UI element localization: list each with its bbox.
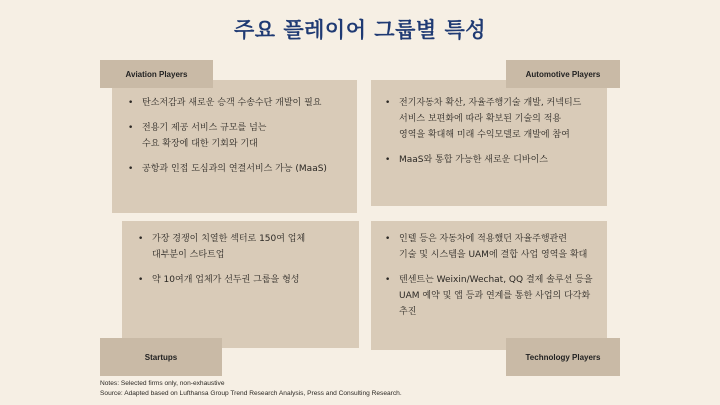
bullet-text-line: 전기자동차 확산, 자율주행기술 개발, 커넥티드 xyxy=(399,98,582,108)
automotive-tag: Automotive Players xyxy=(506,60,620,88)
technology-bullet-item xyxy=(383,272,599,320)
startups-list xyxy=(136,231,349,288)
bullet-icon: • xyxy=(385,275,391,285)
page-title: 주요 플레이어 그룹별 특성 xyxy=(233,18,487,42)
aviation-bullet-item xyxy=(126,95,347,111)
bullet-text-line: MaaS와 통합 가능한 새로운 디바이스 xyxy=(399,155,548,165)
source-line: Source: Adapted based on Lufthansa Group Trend Research Analysis, Press and Consulting Research. xyxy=(100,390,402,397)
bullet-text-line: 전용기 제공 서비스 규모를 넘는 xyxy=(142,123,267,133)
bullet-icon: • xyxy=(138,275,144,285)
bullet-text-line: 텐센트는 Weixin/Wechat, QQ 결제 솔루션 등을 xyxy=(399,275,593,285)
bullet-icon: • xyxy=(385,234,391,244)
automotive-bullet-item xyxy=(383,95,599,143)
bullet-text-line: UAM 예약 및 앱 등과 연계를 통한 사업의 다각화 xyxy=(399,291,591,301)
bullet-icon: • xyxy=(385,155,391,165)
bullet-text-line: 추진 xyxy=(399,307,417,317)
bullet-text-line: 인텔 등은 자동차에 적용했던 자율주행관련 xyxy=(399,234,567,244)
notes-line: Notes: Selected firms only, non-exhaustive xyxy=(100,380,225,387)
aviation-tag: Aviation Players xyxy=(100,60,213,88)
automotive-bullet-item xyxy=(383,152,599,168)
aviation-list xyxy=(126,95,347,177)
startups-bullet-item xyxy=(136,231,349,263)
bullet-text-line: 대부분이 스타트업 xyxy=(152,250,225,260)
bullet-text-line: 공항과 인접 도심과의 연결서비스 가능 (MaaS) xyxy=(142,164,327,174)
bullet-text-line: 탄소저감과 새로운 승객 수송수단 개발이 필요 xyxy=(142,98,322,108)
bullet-text-line: 수요 확장에 대한 기회와 기대 xyxy=(142,139,258,149)
aviation-bullet-item xyxy=(126,161,347,177)
technology-bullet-item xyxy=(383,231,599,263)
startups-panel xyxy=(122,221,359,348)
bullet-text-line: 가장 경쟁이 치열한 섹터로 150여 업체 xyxy=(152,234,306,244)
startups-tag: Startups xyxy=(100,338,222,376)
technology-panel xyxy=(371,221,607,350)
bullet-icon: • xyxy=(128,164,134,174)
bullet-text-line: 약 10여개 업체가 선두권 그룹을 형성 xyxy=(152,275,300,285)
bullet-icon: • xyxy=(138,234,144,244)
bullet-icon: • xyxy=(128,123,134,133)
automotive-panel xyxy=(371,80,607,206)
bullet-icon: • xyxy=(128,98,134,108)
automotive-list xyxy=(383,95,599,168)
aviation-panel xyxy=(112,80,357,213)
bullet-text-line: 서비스 보편화에 따라 확보된 기술의 적용 xyxy=(399,114,562,124)
technology-list xyxy=(383,231,599,320)
bullet-icon: • xyxy=(385,98,391,108)
bullet-text-line: 기술 및 시스템을 UAM에 결합 사업 영역을 확대 xyxy=(399,250,588,260)
aviation-bullet-item xyxy=(126,120,347,152)
footnotes xyxy=(100,379,402,399)
technology-tag: Technology Players xyxy=(506,338,620,376)
startups-bullet-item xyxy=(136,272,349,288)
bullet-text-line: 영역을 확대해 미래 수익모델로 개발에 참여 xyxy=(399,130,570,140)
